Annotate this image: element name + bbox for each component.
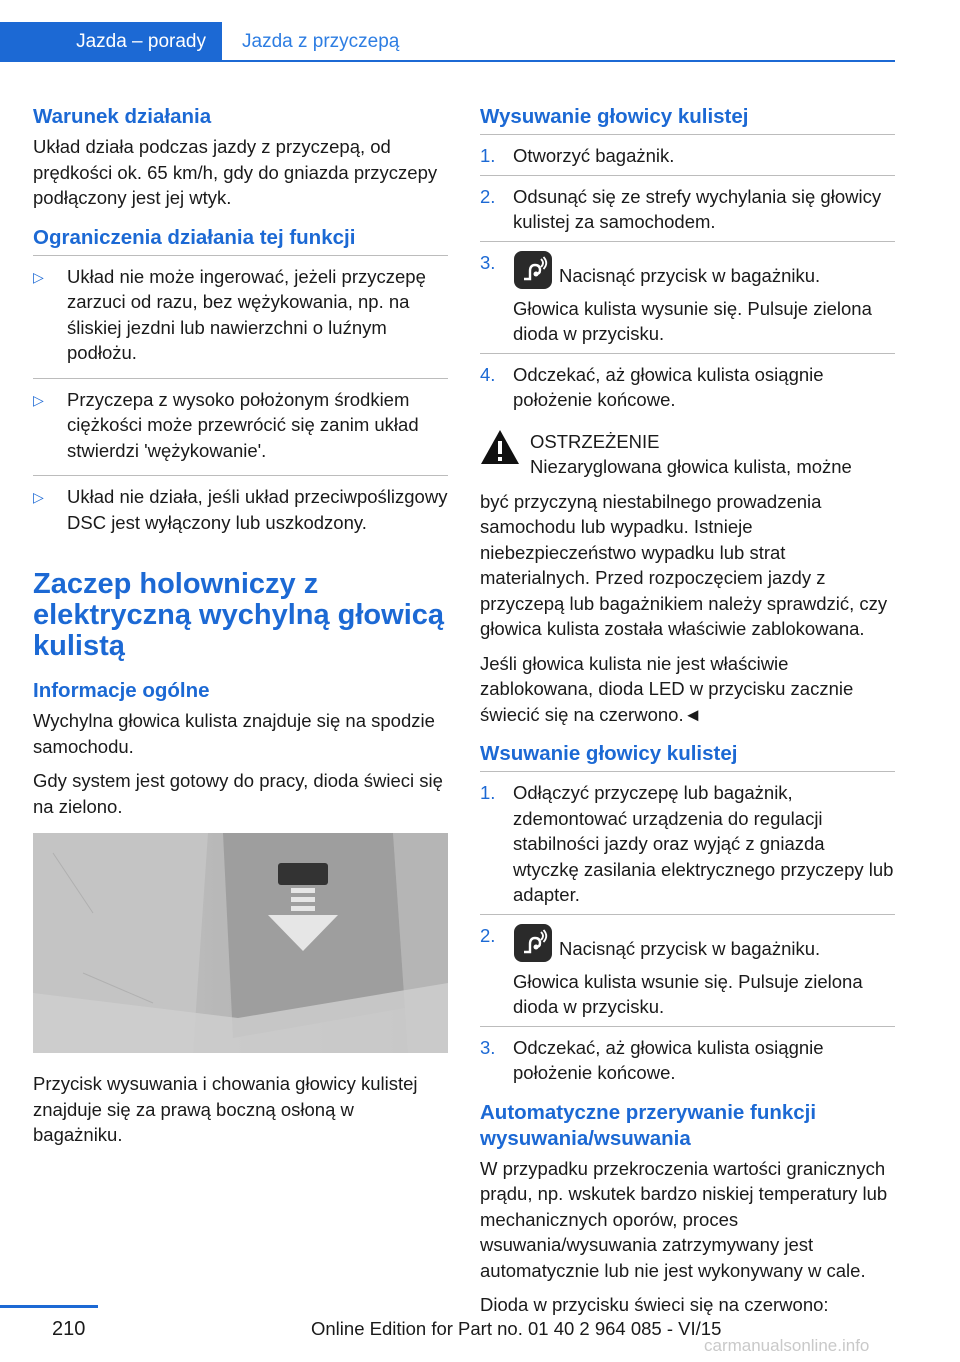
list-item <box>480 184 895 235</box>
step-text: Odczekać, aż głowica kulista osiągnie położenie końcowe. <box>513 1036 824 1083</box>
watermark: carmanualsonline.info <box>704 1336 870 1355</box>
step-number: 2. <box>480 185 496 207</box>
heading-wysuwanie: Wysuwanie głowicy kulistej <box>480 105 749 128</box>
heading-warunek: Warunek działania <box>33 105 212 128</box>
step-text: Odczekać, aż głowica kulista osiągnie położenie końcowe. <box>513 363 824 410</box>
divider <box>480 134 895 135</box>
bullet-text: Układ nie może ingerować, jeżeli przyczepę zarzuci od razu, bez wężykowania, np. na śliskiej jezdni lub nawierzchni o luźnym podłożu. <box>67 265 426 363</box>
warning-title: OSTRZEŻENIE <box>530 430 660 452</box>
list-item <box>33 264 448 366</box>
step-text: Nacisnąć przycisk w bagażniku. <box>559 264 821 286</box>
step-text: Odsunąć się ze strefy wychylania się głowicy kulistej za samochodem. <box>513 185 882 232</box>
list-item <box>480 923 895 1020</box>
divider <box>480 353 895 354</box>
step-detail: Głowica kulista wysunie się. Pulsuje zielona dioda w przycisku. <box>513 297 872 344</box>
header-tabs <box>0 22 895 62</box>
step-number: 3. <box>480 1036 496 1058</box>
header-underline <box>222 60 895 62</box>
left-column <box>33 104 448 1157</box>
step-number: 2. <box>480 924 496 946</box>
triangle-bullet-icon: ▷ <box>33 489 44 505</box>
step-number: 1. <box>480 782 496 803</box>
heading-informacje: Informacje ogólne <box>33 679 210 702</box>
paragraph-warunek: Układ działa podczas jazdy z przyczepą, od prędkości ok. 65 km/h, gdy do gniazda przyczepy podłączony jest jej wtyk. <box>33 136 438 208</box>
divider <box>480 914 895 915</box>
step-number: 1. <box>480 145 496 166</box>
list-item <box>480 143 895 169</box>
triangle-bullet-icon: ▷ <box>33 268 44 285</box>
divider <box>33 255 448 256</box>
divider <box>33 475 448 476</box>
step-text: Otworzyć bagażnik. <box>513 145 675 166</box>
divider <box>480 771 895 772</box>
step-detail: Głowica kulista wsunie się. Pulsuje zielona dioda w przycisku. <box>513 970 863 1017</box>
paragraph-info-1: Wychylna głowica kulista znajduje się na spodzie samochodu. <box>33 710 435 757</box>
divider <box>480 1026 895 1027</box>
edition-text: Online Edition for Part no. 01 40 2 964 085 - VI/15 <box>311 1318 722 1339</box>
heading-zaczep: Zaczep holowniczy z elektryczną wychylną głowicą kulistą <box>33 568 445 662</box>
paragraph-info-2: Gdy system jest gotowy do pracy, dioda świeci się na zielono. <box>33 770 443 817</box>
divider <box>480 241 895 242</box>
list-item <box>33 484 448 535</box>
list-item <box>480 780 895 908</box>
page-number: 210 <box>52 1318 86 1340</box>
tab-jazda-z-przyczepa[interactable]: Jazda z przyczepą <box>242 31 400 52</box>
warning-text: być przyczyną niestabilnego prowadzenia samochodu lub wypadku. Istnieje niebezpieczeństwo wypadku lub strat materialnych. Przed rozpoczęciem jazdy z przyczepą lub bagażnikiem należy sprawdzić, czy głowica kulista została właściwie zablokowana. <box>480 490 888 639</box>
warning-text-2: Jeśli głowica kulista nie jest właściwie zablokowana, dioda LED w przycisku zacznie świecić się na czerwono.◄ <box>480 652 854 725</box>
bullet-text: Układ nie działa, jeśli układ przeciwpoślizgowy DSC jest wyłączony lub uszkodzony. <box>67 486 448 533</box>
tab-jazda-porady[interactable]: Jazda – porady <box>0 22 222 62</box>
heading-wsuwanie: Wsuwanie głowicy kulistej <box>480 742 738 765</box>
step-text: Odłączyć przyczepę lub bagażnik, zdemontować urządzenia do regulacji stabilności jazdy oraz wyjąć z gniazda wtyczkę zasilania elektrycznego przyczepy lub adapter. <box>513 782 894 905</box>
list-item <box>480 250 895 347</box>
right-column <box>480 104 895 1327</box>
step-number: 4. <box>480 363 496 385</box>
tow-hitch-button-icon <box>513 250 553 290</box>
divider <box>33 378 448 379</box>
warning-triangle-icon <box>480 429 520 465</box>
paragraph-auto-2: Dioda w przycisku świeci się na czerwono: <box>480 1294 829 1315</box>
trunk-photo <box>33 833 448 1053</box>
heading-ograniczenia: Ograniczenia działania tej funkcji <box>33 225 356 249</box>
list-item <box>480 1035 895 1086</box>
step-number: 3. <box>480 251 496 273</box>
warning-first-line: Niezaryglowana głowica kulista, możne <box>530 456 852 477</box>
list-item <box>480 362 895 413</box>
photo-caption: Przycisk wysuwania i chowania głowicy kulistej znajduje się za prawą boczną osłoną w bagażniku. <box>33 1073 418 1145</box>
list-item <box>33 387 448 464</box>
warning-box <box>480 429 895 480</box>
footer-line <box>0 1305 98 1308</box>
triangle-bullet-icon: ▷ <box>33 391 44 408</box>
bullet-text: Przyczepa z wysoko położonym środkiem ciężkości może przewrócić się zanim układ stwierdzi 'wężykowanie'. <box>67 388 419 461</box>
divider <box>480 175 895 176</box>
heading-automatyczne: Automatyczne przerywanie funkcji wysuwania/wsuwania <box>480 1100 817 1150</box>
tow-hitch-button-icon <box>513 923 553 963</box>
paragraph-auto-1: W przypadku przekroczenia wartości granicznych prądu, np. wskutek bardzo niskiej temperatury lub mechanicznych oporów, proces wsuwania/wysuwania zatrzymywany jest automatycznie lub nie jest wykonywany w cale. <box>480 1157 888 1281</box>
step-text: Nacisnąć przycisk w bagażniku. <box>559 937 821 959</box>
